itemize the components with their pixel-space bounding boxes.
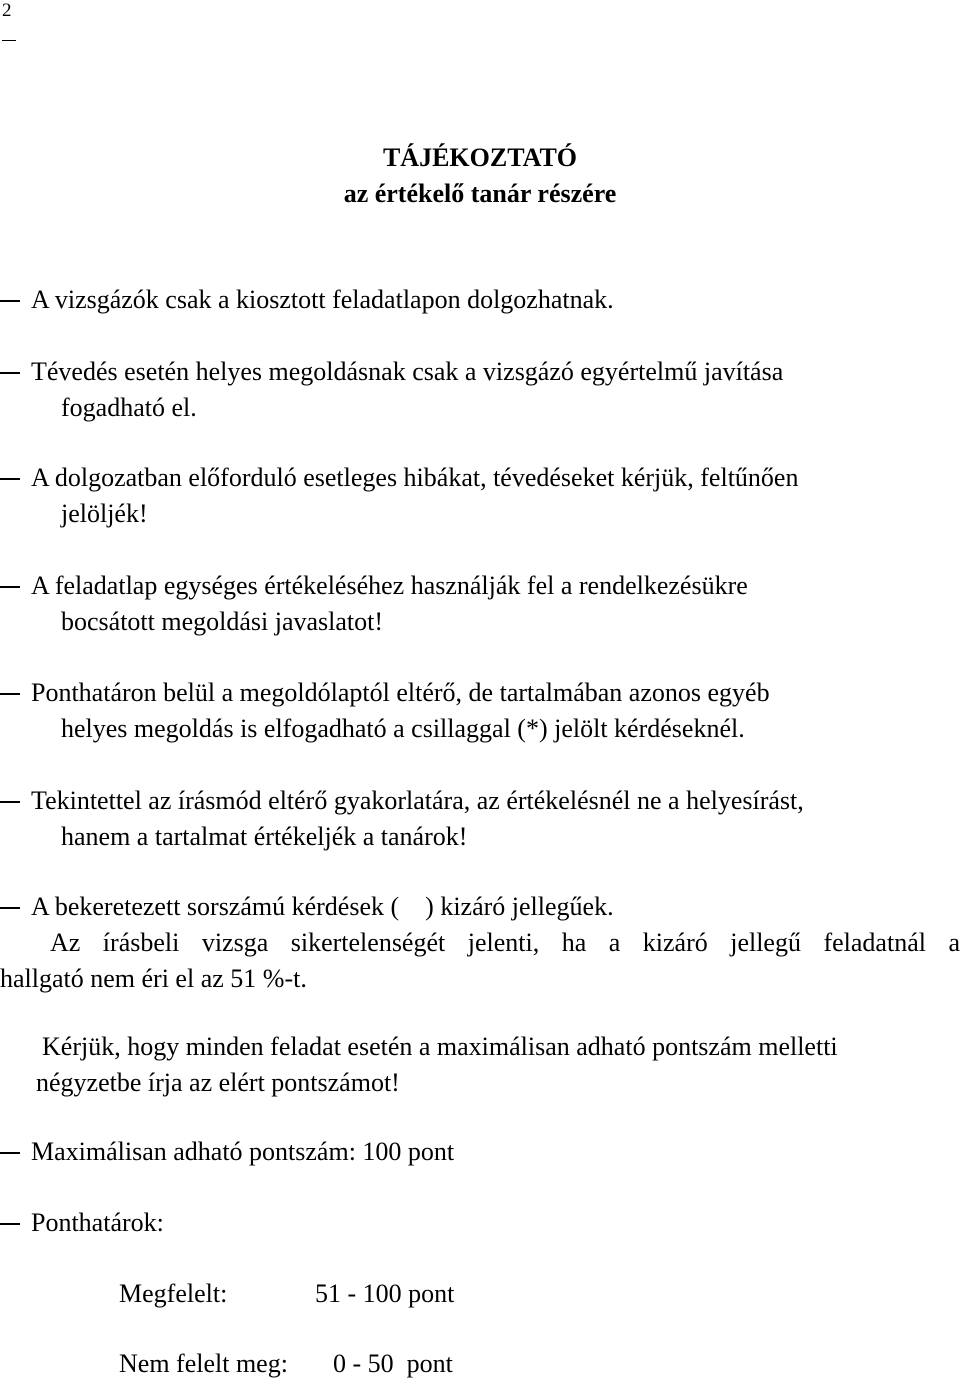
instruction-text: A feladatlap egységes értékeléséhez használják fel a rendelkezésükre <box>31 571 748 600</box>
instruction-text: Tekintettel az írásmód eltérő gyakorlatára, az értékelésnél ne a helyesírást, <box>31 786 804 815</box>
max-points-text: Maximálisan adható pontszám: 100 pont <box>31 1137 455 1166</box>
instruction-continuation: hanem a tartalmat értékeljék a tanárok! <box>61 822 468 851</box>
dash-bullet-icon <box>0 586 20 588</box>
request-note <box>0 1029 960 1101</box>
thresholds-label: Ponthatárok: <box>31 1208 164 1237</box>
thresholds-item <box>0 1205 960 1241</box>
page-number-underline <box>2 40 16 41</box>
instruction-item <box>0 675 960 747</box>
dash-bullet-icon <box>0 300 20 302</box>
instruction-text: Tévedés esetén helyes megoldásnak csak a vizsgázó egyértelmű javítása <box>31 357 784 386</box>
instruction-text-after: ) kizáró jellegűek. <box>425 892 614 921</box>
dash-bullet-icon <box>0 907 20 909</box>
dash-bullet-icon <box>0 1152 20 1154</box>
instruction-item <box>0 889 960 925</box>
page-subtitle: az értékelő tanár részére <box>343 179 617 208</box>
page-title: TÁJÉKOZTATÓ <box>382 143 578 172</box>
failure-note-line2: hallgató nem éri el az 51 %-t. <box>0 964 307 993</box>
failure-note <box>0 925 960 997</box>
pass-value: 51 - 100 pont <box>315 1279 455 1308</box>
fail-value: 0 - 50 pont <box>333 1349 453 1378</box>
instruction-continuation: jelöljék! <box>61 499 148 528</box>
dash-bullet-icon <box>0 372 20 374</box>
instruction-text: A dolgozatban előforduló esetleges hibákat, tévedéseket kérjük, feltűnően <box>31 463 799 492</box>
request-note-line1: Kérjük, hogy minden feladat esetén a maximálisan adható pontszám melletti <box>42 1032 838 1061</box>
instruction-continuation: fogadható el. <box>61 393 197 422</box>
instruction-item <box>0 460 960 532</box>
instruction-item <box>0 354 960 426</box>
instruction-continuation: bocsátott megoldási javaslatot! <box>61 607 384 636</box>
dash-bullet-icon <box>0 478 20 480</box>
failure-note-line1: Az írásbeli vizsga sikertelenségét jelenti, ha a kizáró jellegű feladatnál a <box>50 928 960 957</box>
fail-label: Nem felelt meg: <box>119 1349 288 1378</box>
instruction-item <box>0 282 960 318</box>
max-points-item <box>0 1134 960 1170</box>
instruction-item <box>0 783 960 855</box>
instruction-continuation: helyes megoldás is elfogadható a csillaggal (*) jelölt kérdéseknél. <box>61 714 745 743</box>
instruction-text-before: A bekeretezett sorszámú kérdések ( <box>31 892 400 921</box>
pass-label: Megfelelt: <box>119 1279 228 1308</box>
page-number: 2 <box>2 0 12 21</box>
instruction-text: Ponthatáron belül a megoldólaptól eltérő, de tartalmában azonos egyéb <box>31 678 770 707</box>
instruction-item <box>0 568 960 640</box>
dash-bullet-icon <box>0 801 20 803</box>
instruction-text: A vizsgázók csak a kiosztott feladatlapon dolgozhatnak. <box>31 285 614 314</box>
dash-bullet-icon <box>0 693 20 695</box>
request-note-line2: négyzetbe írja az elért pontszámot! <box>36 1068 400 1097</box>
dash-bullet-icon <box>0 1223 20 1225</box>
instruction-text <box>31 889 960 925</box>
